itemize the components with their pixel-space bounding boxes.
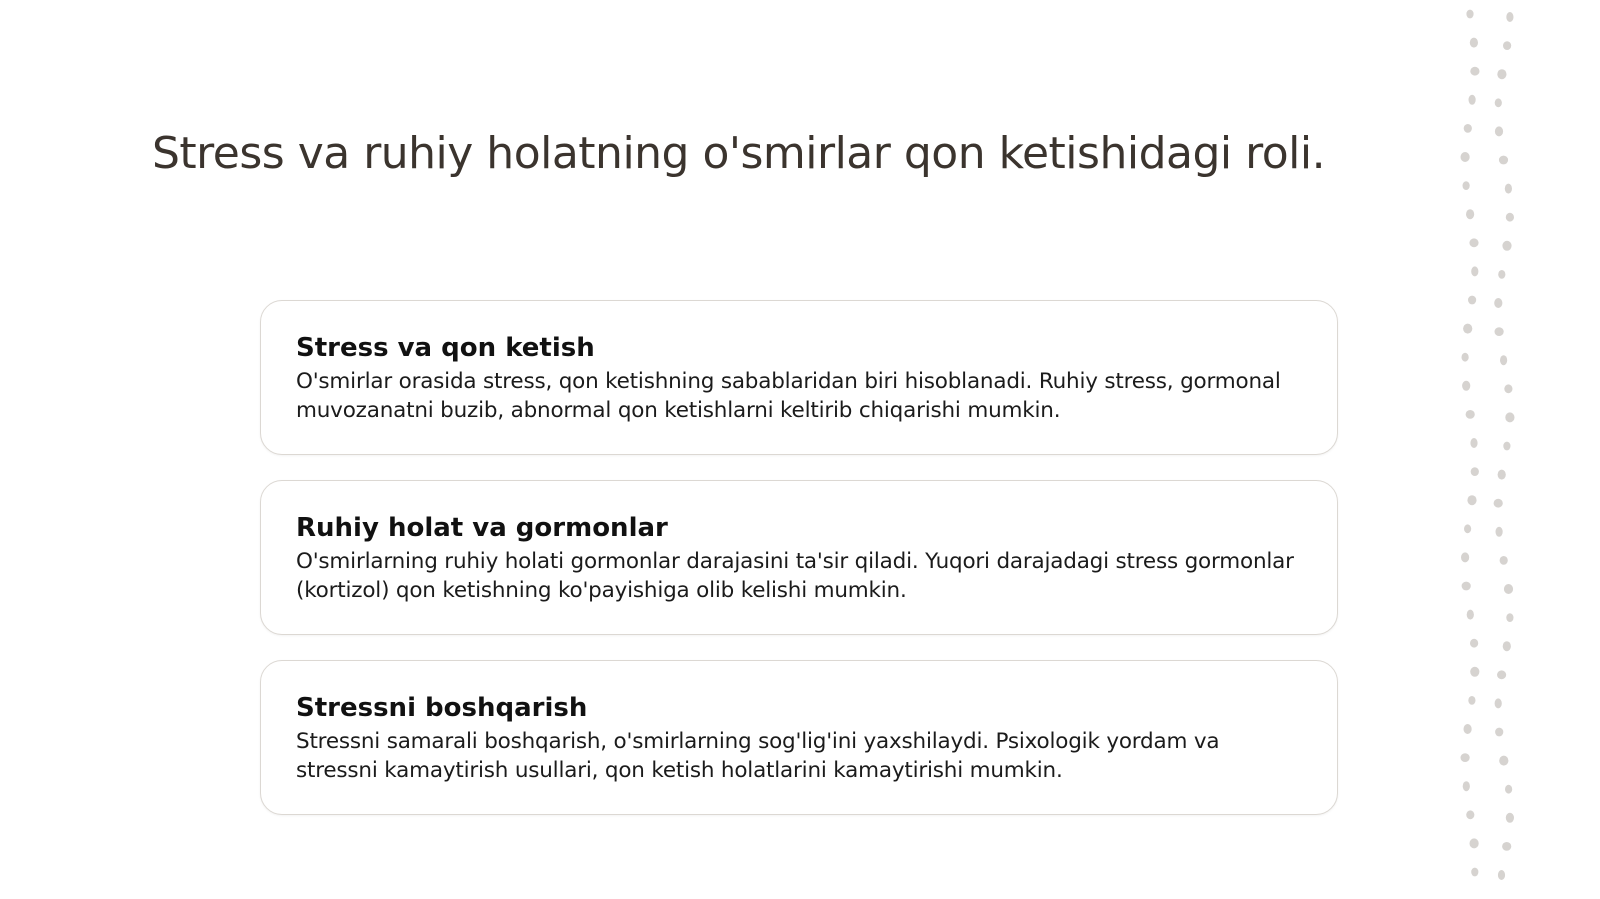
decorative-dot [1462,353,1469,362]
decorative-dot [1470,639,1478,648]
decorative-dot [1494,499,1503,508]
dotted-pattern-icon [1450,0,1530,899]
decorative-dot [1462,582,1471,591]
decorative-dot [1500,556,1508,565]
decorative-dot [1466,410,1475,419]
decorative-dot [1471,266,1478,276]
decorative-dot [1499,756,1508,766]
decorative-dot [1506,613,1513,622]
decorative-dot [1495,98,1502,107]
decorative-dot [1468,296,1476,305]
decorative-dot [1502,241,1511,251]
decorative-dot [1498,470,1506,480]
decorative-dot [1471,467,1479,476]
card-text: O'smirlar orasida stress, qon ketishning sabablaridan biri hisoblanadi. Ruhiy stress, gormonal muvozanatni buzib, abnormal qon ketishlarni keltirib chiqarishi mumkin. [296,369,1281,423]
decorative-dot [1499,156,1508,165]
decorative-dot [1470,67,1479,76]
decorative-dot [1503,41,1511,50]
decorative-dot [1506,12,1513,22]
decorative-dot [1470,838,1479,848]
decorative-dot [1506,813,1514,823]
decorative-dot [1470,38,1478,48]
decorative-dot [1495,126,1503,136]
decorative-dot [1470,667,1479,677]
decorative-dot [1505,184,1512,194]
card-heading: Stress va qon ketish [296,333,595,363]
decorative-dot [1497,69,1506,79]
decorative-dot [1469,238,1478,247]
decorative-dot [1468,696,1475,705]
decorative-dot [1466,209,1474,219]
decorative-dot [1495,728,1503,737]
decorative-dot [1498,870,1505,880]
decorative-dot [1502,842,1511,851]
decorative-dot [1505,785,1512,794]
decorative-dot [1494,298,1502,308]
decorative-dot [1467,610,1474,620]
decorative-dot [1498,270,1505,279]
page-title: Stress va ruhiy holatning o'smirlar qon ketishidagi roli. [152,128,1326,179]
decorative-dot [1471,868,1478,877]
decorative-dot [1503,641,1511,651]
decorative-dot [1496,527,1503,537]
info-card-hormones [260,480,1338,635]
card-heading: Stressni boshqarish [296,693,588,723]
decorative-dot [1506,213,1514,222]
decorative-dot [1461,552,1469,562]
decorative-dot [1467,495,1476,505]
decorative-dot [1469,95,1476,105]
info-card-stress [260,300,1338,455]
decorative-dot [1466,810,1474,819]
decorative-dot [1495,698,1502,708]
decorative-dot [1466,10,1473,19]
card-heading: Ruhiy holat va gormonlar [296,513,668,543]
info-card-management [260,660,1338,815]
decorative-dot [1470,438,1477,448]
decorative-dot [1463,324,1472,334]
card-text: Stressni samarali boshqarish, o'smirlarning sog'lig'ini yaxshilaydi. Psixologik yordam va stressni kamaytirish usullari, qon ketish holatlarini kamaytirishi mumkin. [296,729,1220,783]
decorative-dot [1504,384,1512,393]
decorative-dot [1461,753,1470,762]
decorative-dot [1463,181,1470,190]
decorative-dot [1464,124,1472,133]
decorative-dot [1462,381,1470,391]
decorative-dot [1464,524,1471,533]
decorative-dot [1504,584,1513,594]
decorative-dot [1461,152,1470,162]
decorative-dot [1500,355,1507,365]
decorative-dot [1505,412,1514,422]
card-text: O'smirlarning ruhiy holati gormonlar darajasini ta'sir qiladi. Yuqori darajadagi stress gormonlar (kortizol) qon ketishning ko'payishiga olib kelishi mumkin. [296,549,1294,603]
decorative-dot [1495,327,1504,336]
decorative-dot [1503,442,1510,451]
decorative-dot [1463,781,1470,791]
decorative-dot [1464,724,1472,734]
decorative-dot [1497,670,1506,679]
